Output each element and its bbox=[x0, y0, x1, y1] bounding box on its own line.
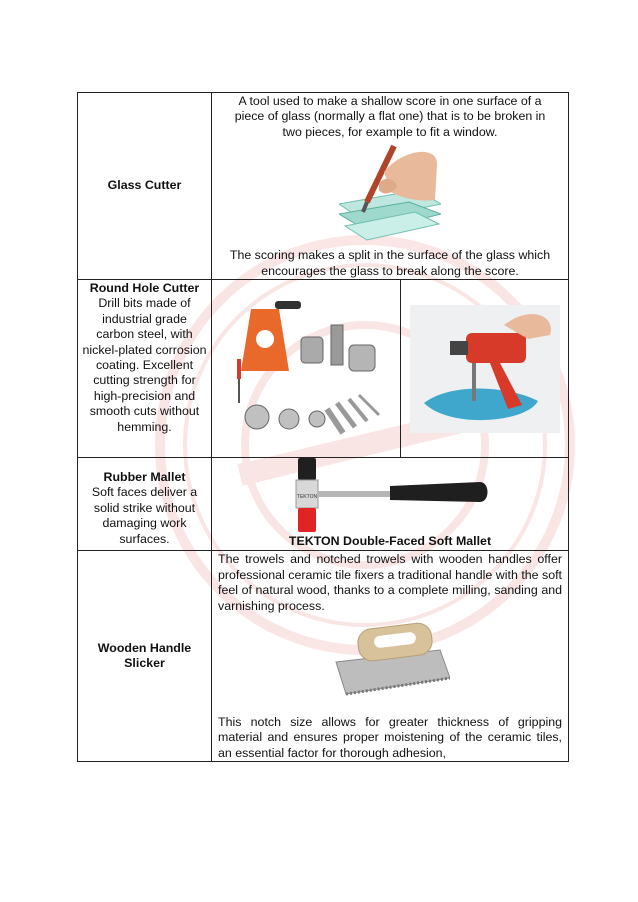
table-row bbox=[78, 458, 569, 551]
table-row bbox=[78, 551, 569, 762]
table-row bbox=[78, 93, 569, 280]
table-row bbox=[78, 280, 569, 458]
wooden-handle-slicker-top-text: The trowels and notched trowels with wooden handles offer professional ceramic tile fixers a traditional handle with the soft feel of natural wood, thanks to a complete milling, sanding and varnishing process. bbox=[218, 552, 562, 613]
wooden-handle-slicker-cell bbox=[212, 551, 569, 762]
rubber-mallet-caption: TEKTON Double-Faced Soft Mallet bbox=[288, 534, 492, 549]
round-hole-cutter-description: Drill bits made of industrial grade carbon steel, with nickel-plated corrosion coating. Excellent cutting strength for high-precision and smooth cuts without hemming. bbox=[82, 296, 207, 434]
drill-with-cutter-image-cell bbox=[401, 280, 569, 458]
glass-cutter-image bbox=[339, 142, 441, 242]
notched-trowel-image bbox=[330, 620, 450, 700]
rubber-mallet-image-cell bbox=[212, 458, 569, 551]
glass-cutter-label: Glass Cutter bbox=[78, 93, 212, 280]
rubber-mallet-label: Rubber Mallet bbox=[103, 470, 186, 485]
glass-cutter-cell bbox=[212, 93, 569, 280]
glass-cutter-top-text: A tool used to make a shallow score in one surface of a piece of glass (normally a flat one) that is to be broken in two pieces, for example to fit a window. bbox=[234, 94, 546, 139]
rubber-mallet-description: Soft faces deliver a solid strike without damaging work surfaces. bbox=[91, 485, 198, 546]
glass-cutter-bottom-text: The scoring makes a split in the surface of the glass which encourages the glass to break along the score. bbox=[229, 248, 551, 278]
rubber-mallet-cell bbox=[78, 458, 212, 551]
round-hole-cutter-label: Round Hole Cutter bbox=[89, 281, 200, 296]
hole-saw-set-image bbox=[231, 299, 381, 439]
mallet-brand-text: TEKTON bbox=[296, 494, 318, 501]
tools-table bbox=[77, 92, 569, 762]
rubber-mallet-image bbox=[290, 458, 490, 533]
wooden-handle-slicker-bottom-text: This notch size allows for greater thickness of gripping material and ensures proper moistening of the ceramic tiles, an essential factor for thorough adhesion, bbox=[218, 715, 562, 760]
hole-saw-set-image-cell bbox=[212, 280, 401, 458]
round-hole-cutter-cell bbox=[78, 280, 212, 458]
drill-with-cutter-image bbox=[410, 305, 560, 433]
wooden-handle-slicker-label: Wooden Handle Slicker bbox=[78, 551, 212, 762]
